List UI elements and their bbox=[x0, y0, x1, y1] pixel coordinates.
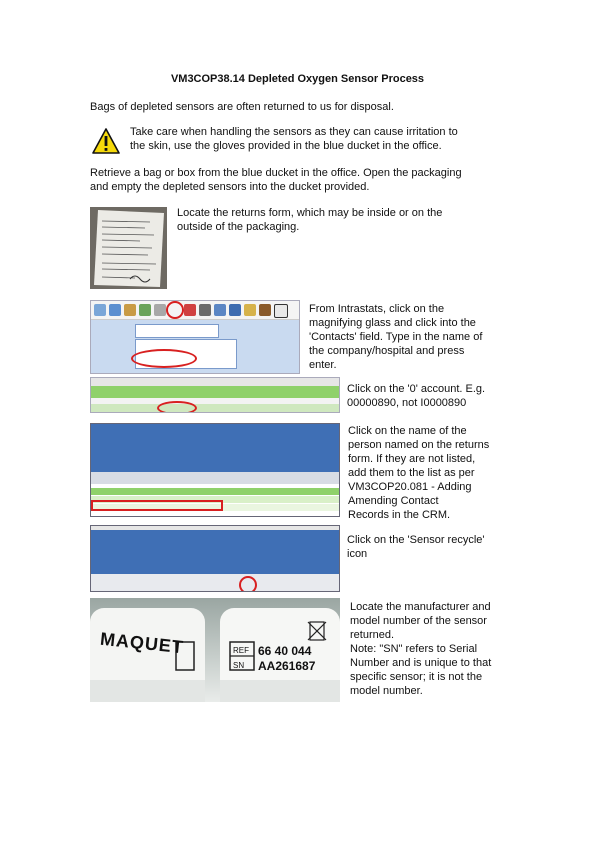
toolbar-icon bbox=[124, 304, 136, 316]
warning-text: Take care when handling the sensors as they can cause irritation to the skin, use the gloves provided in the blue ducket in the office. bbox=[130, 126, 458, 152]
toolbar-icon bbox=[154, 304, 166, 316]
retrieve-text: Retrieve a bag or box from the blue ducket in the office. Open the packaging and empty the depleted sensors into the ducket provided. bbox=[90, 167, 462, 193]
sensor-recycle-screenshot bbox=[90, 525, 340, 592]
page-title: VM3COP38.14 Depleted Oxygen Sensor Process bbox=[170, 73, 425, 85]
model-number: 66 40 044 bbox=[258, 644, 312, 658]
toolbar-icon bbox=[214, 304, 226, 316]
toolbar-icon bbox=[94, 304, 106, 316]
returns-form-photo bbox=[90, 207, 167, 289]
intrastats-search-screenshot bbox=[90, 300, 300, 374]
toolbar-icon bbox=[259, 304, 271, 316]
step-2-text: From Intrastats, click on the magnifying glass and click into the 'Contacts' field. Type in the name of the company/hospital and press enter. bbox=[309, 303, 483, 371]
step-1-text: Locate the returns form, which may be inside or on the outside of the packaging. bbox=[177, 207, 443, 233]
step-4-text: Click on the name of the person named on the returns form. If they are not listed, add them to the list as per VM3COP20.081 - Adding Amending Contact Records in the CRM. bbox=[348, 425, 490, 521]
sn-label: SN bbox=[233, 661, 245, 670]
warning-triangle-icon bbox=[92, 127, 120, 155]
toolbar-icon bbox=[184, 304, 196, 316]
step-5-text: Click on the 'Sensor recycle' icon bbox=[347, 534, 485, 560]
contact-list-screenshot bbox=[90, 423, 340, 517]
toolbar-icon bbox=[244, 304, 256, 316]
step-3-text: Click on the '0' account. E.g. 00000890, not I0000890 bbox=[347, 383, 486, 409]
close-icon bbox=[274, 304, 288, 318]
maquet-label: MAQUET bbox=[99, 628, 185, 658]
toolbar-icon bbox=[139, 304, 151, 316]
serial-number: AA261687 bbox=[258, 659, 316, 673]
toolbar-icon bbox=[229, 304, 241, 316]
toolbar-icon bbox=[109, 304, 121, 316]
intro-text: Bags of depleted sensors are often returned to us for disposal. bbox=[90, 101, 394, 113]
toolbar-icon bbox=[199, 304, 211, 316]
accounts-list-screenshot bbox=[90, 377, 340, 413]
ref-label: REF bbox=[233, 646, 249, 655]
step-6-text: Locate the manufacturer and model number of the sensor returned. Note: "SN" refers to Serial Number and is unique to that specific sensor; it is not the model number. bbox=[350, 601, 492, 697]
sensor-photo bbox=[90, 598, 340, 702]
